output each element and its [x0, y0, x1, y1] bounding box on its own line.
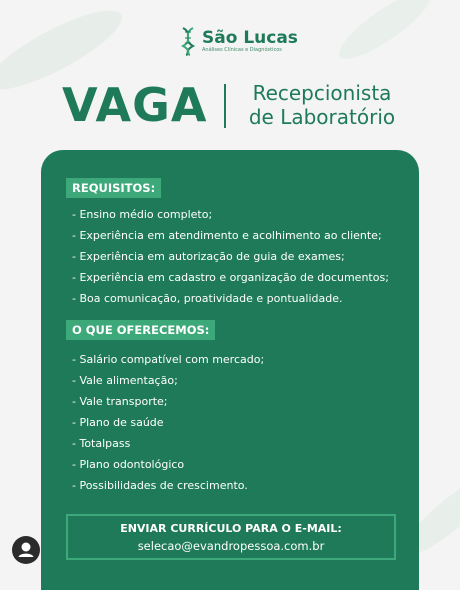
- offer-item: - Salário compatível com mercado;: [72, 353, 265, 366]
- offer-item: - Plano odontológico: [72, 458, 185, 471]
- job-role-line2: de Laboratório: [248, 105, 396, 129]
- offer-item: - Vale transporte;: [72, 395, 168, 408]
- brand-text: [202, 29, 298, 54]
- offers-heading: O QUE OFERECEMOS:: [66, 320, 215, 340]
- requirement-item: - Boa comunicação, proatividade e pontualidade.: [72, 292, 343, 305]
- job-role-line1: Recepcionista: [252, 81, 392, 105]
- offers-list: [72, 349, 264, 496]
- headline-divider: [224, 84, 226, 128]
- requirement-item: - Ensino médio completo;: [72, 208, 213, 221]
- brand-logo: [178, 26, 298, 56]
- requirement-item: - Experiência em cadastro e organização de documentos;: [72, 271, 389, 284]
- contact-email-label: ENVIAR CURRÍCULO PARA O E-MAIL:: [120, 522, 342, 535]
- dna-logo-icon: [178, 26, 198, 56]
- avatar[interactable]: [12, 536, 40, 564]
- job-details-card: [41, 150, 419, 590]
- offer-item: - Possibilidades de crescimento.: [72, 479, 248, 492]
- requirements-heading: REQUISITOS:: [66, 178, 161, 198]
- user-icon: [12, 536, 40, 564]
- job-role: [242, 81, 402, 129]
- contact-email-link[interactable]: selecao@evandropessoa.com.br: [137, 539, 325, 553]
- vaga-title: VAGA: [62, 78, 208, 132]
- requirement-item: - Experiência em atendimento e acolhimento ao cliente;: [72, 229, 382, 242]
- job-headline: [62, 78, 402, 134]
- requirements-list: [72, 204, 389, 309]
- offer-item: - Plano de saúde: [72, 416, 164, 429]
- contact-email-box: [66, 514, 396, 560]
- offer-item: - Totalpass: [72, 437, 131, 450]
- brand-name: São Lucas: [202, 27, 298, 48]
- offer-item: - Vale alimentação;: [72, 374, 178, 387]
- decorative-leaf: [331, 0, 438, 69]
- requirement-item: - Experiência em autorização de guia de exames;: [72, 250, 345, 263]
- brand-tagline: Análises Clínicas e Diagnósticos: [202, 46, 282, 53]
